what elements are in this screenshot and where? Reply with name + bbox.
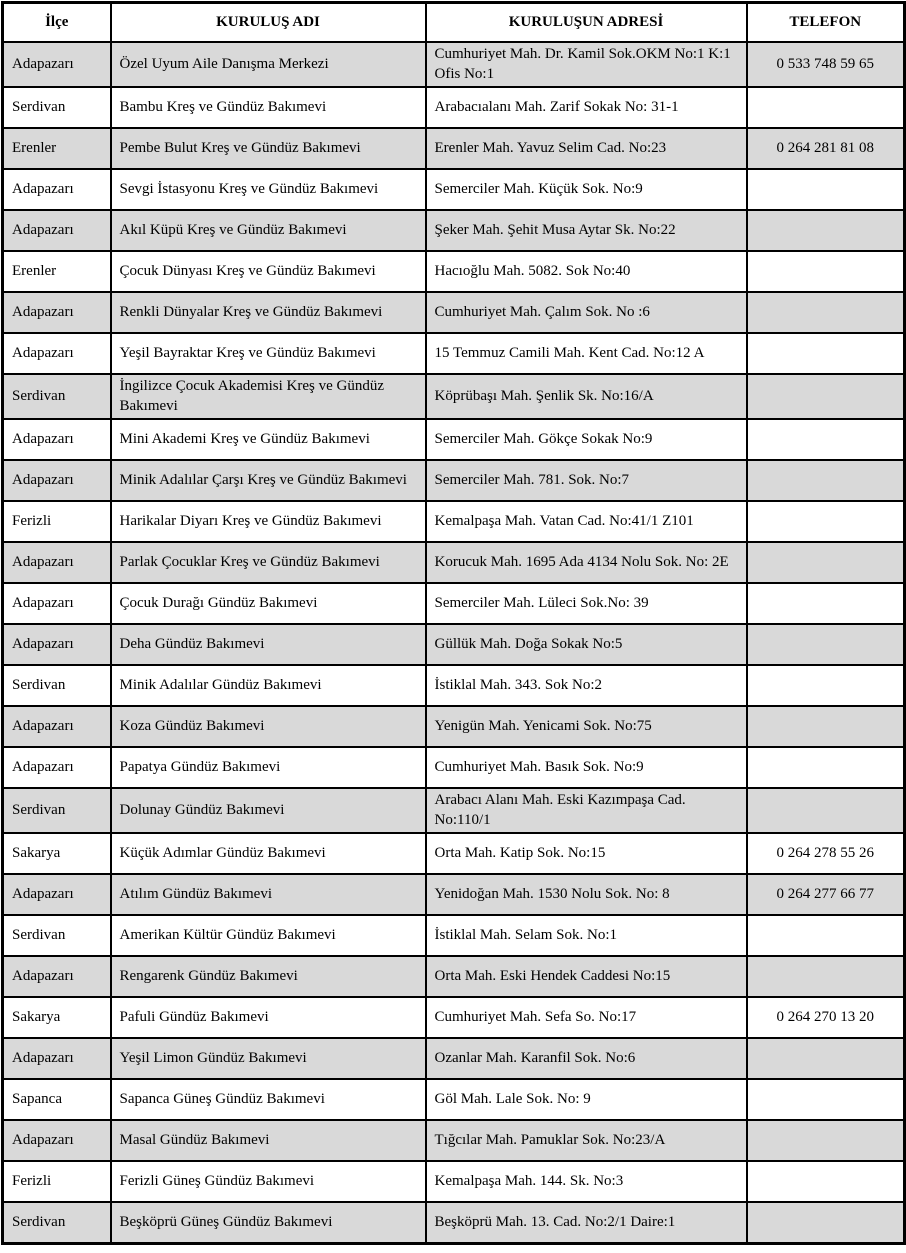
name-cell: Küçük Adımlar Gündüz Bakımevi [111,833,426,874]
district-cell: Serdivan [3,665,111,706]
phone-cell [747,665,905,706]
phone-cell [747,87,905,128]
table-row [3,665,905,706]
table-row [3,419,905,460]
table-header-row [3,3,905,43]
phone-cell [747,1161,905,1202]
phone-cell [747,501,905,542]
name-cell: Parlak Çocuklar Kreş ve Gündüz Bakımevi [111,542,426,583]
phone-cell [747,419,905,460]
name-cell: Rengarenk Gündüz Bakımevi [111,956,426,997]
address-cell: Cumhuriyet Mah. Çalım Sok. No :6 [426,292,747,333]
phone-cell: 0 264 270 13 20 [747,997,905,1038]
address-cell: Arabacı Alanı Mah. Eski Kazımpaşa Cad. No:110/1 [426,788,747,833]
address-cell: Cumhuriyet Mah. Dr. Kamil Sok.OKM No:1 K:1 Ofis No:1 [426,42,747,87]
table-row [3,1038,905,1079]
name-cell: Özel Uyum Aile Danışma Merkezi [111,42,426,87]
phone-cell [747,747,905,788]
table-row [3,1161,905,1202]
district-cell: Adapazarı [3,42,111,87]
column-header-organization-address: KURULUŞUN ADRESİ [426,3,747,43]
table-row [3,42,905,87]
district-cell: Sapanca [3,1079,111,1120]
table-row [3,128,905,169]
address-cell: Orta Mah. Eski Hendek Caddesi No:15 [426,956,747,997]
name-cell: Sevgi İstasyonu Kreş ve Gündüz Bakımevi [111,169,426,210]
phone-cell [747,1120,905,1161]
phone-cell [747,292,905,333]
district-cell: Adapazarı [3,460,111,501]
district-cell: Adapazarı [3,419,111,460]
phone-cell [747,1079,905,1120]
address-cell: İstiklal Mah. 343. Sok No:2 [426,665,747,706]
district-cell: Adapazarı [3,583,111,624]
phone-cell [747,915,905,956]
table-row [3,624,905,665]
district-cell: Adapazarı [3,747,111,788]
table-row [3,210,905,251]
name-cell: Pembe Bulut Kreş ve Gündüz Bakımevi [111,128,426,169]
table-row [3,333,905,374]
name-cell: İngilizce Çocuk Akademisi Kreş ve Gündüz Bakımevi [111,374,426,419]
district-cell: Erenler [3,128,111,169]
district-cell: Serdivan [3,915,111,956]
name-cell: Papatya Gündüz Bakımevi [111,747,426,788]
name-cell: Çocuk Durağı Gündüz Bakımevi [111,583,426,624]
phone-cell [747,169,905,210]
phone-cell [747,956,905,997]
address-cell: Orta Mah. Katip Sok. No:15 [426,833,747,874]
address-cell: Arabacıalanı Mah. Zarif Sokak No: 31-1 [426,87,747,128]
name-cell: Ferizli Güneş Gündüz Bakımevi [111,1161,426,1202]
table-row [3,1120,905,1161]
address-cell: Tığcılar Mah. Pamuklar Sok. No:23/A [426,1120,747,1161]
district-cell: Serdivan [3,788,111,833]
district-cell: Sakarya [3,833,111,874]
district-cell: Adapazarı [3,1038,111,1079]
table-row [3,706,905,747]
address-cell: Göl Mah. Lale Sok. No: 9 [426,1079,747,1120]
name-cell: Atılım Gündüz Bakımevi [111,874,426,915]
name-cell: Harikalar Diyarı Kreş ve Gündüz Bakımevi [111,501,426,542]
phone-cell [747,333,905,374]
table-row [3,1202,905,1244]
district-cell: Sakarya [3,997,111,1038]
name-cell: Bambu Kreş ve Gündüz Bakımevi [111,87,426,128]
name-cell: Sapanca Güneş Gündüz Bakımevi [111,1079,426,1120]
facilities-table [1,1,906,1245]
district-cell: Adapazarı [3,292,111,333]
table-row [3,87,905,128]
address-cell: Yenigün Mah. Yenicami Sok. No:75 [426,706,747,747]
address-cell: Semerciler Mah. Gökçe Sokak No:9 [426,419,747,460]
name-cell: Mini Akademi Kreş ve Gündüz Bakımevi [111,419,426,460]
phone-cell [747,210,905,251]
phone-cell: 0 264 277 66 77 [747,874,905,915]
table-row [3,833,905,874]
address-cell: Semerciler Mah. 781. Sok. No:7 [426,460,747,501]
phone-cell [747,251,905,292]
address-cell: Cumhuriyet Mah. Basık Sok. No:9 [426,747,747,788]
table-row [3,583,905,624]
table-row [3,1079,905,1120]
address-cell: Hacıoğlu Mah. 5082. Sok No:40 [426,251,747,292]
table-row [3,788,905,833]
address-cell: Şeker Mah. Şehit Musa Aytar Sk. No:22 [426,210,747,251]
address-cell: Erenler Mah. Yavuz Selim Cad. No:23 [426,128,747,169]
phone-cell [747,460,905,501]
table-row [3,542,905,583]
column-header-phone: TELEFON [747,3,905,43]
name-cell: Yeşil Bayraktar Kreş ve Gündüz Bakımevi [111,333,426,374]
table-row [3,251,905,292]
phone-cell [747,542,905,583]
district-cell: Serdivan [3,1202,111,1244]
district-cell: Serdivan [3,87,111,128]
table-row [3,874,905,915]
name-cell: Çocuk Dünyası Kreş ve Gündüz Bakımevi [111,251,426,292]
district-cell: Ferizli [3,501,111,542]
phone-cell [747,788,905,833]
district-cell: Adapazarı [3,956,111,997]
table-row [3,501,905,542]
table-row [3,460,905,501]
phone-cell: 0 264 278 55 26 [747,833,905,874]
address-cell: Semerciler Mah. Lüleci Sok.No: 39 [426,583,747,624]
district-cell: Adapazarı [3,1120,111,1161]
phone-cell: 0 533 748 59 65 [747,42,905,87]
district-cell: Adapazarı [3,169,111,210]
table-row [3,747,905,788]
name-cell: Masal Gündüz Bakımevi [111,1120,426,1161]
district-cell: Adapazarı [3,874,111,915]
table-row [3,292,905,333]
address-cell: Köprübaşı Mah. Şenlik Sk. No:16/A [426,374,747,419]
address-cell: Semerciler Mah. Küçük Sok. No:9 [426,169,747,210]
name-cell: Dolunay Gündüz Bakımevi [111,788,426,833]
table-row [3,956,905,997]
district-cell: Adapazarı [3,542,111,583]
district-cell: Adapazarı [3,333,111,374]
address-cell: Kemalpaşa Mah. 144. Sk. No:3 [426,1161,747,1202]
name-cell: Koza Gündüz Bakımevi [111,706,426,747]
phone-cell: 0 264 281 81 08 [747,128,905,169]
district-cell: Erenler [3,251,111,292]
district-cell: Ferizli [3,1161,111,1202]
phone-cell [747,1038,905,1079]
address-cell: Ozanlar Mah. Karanfil Sok. No:6 [426,1038,747,1079]
table-row [3,915,905,956]
address-cell: Korucuk Mah. 1695 Ada 4134 Nolu Sok. No: 2E [426,542,747,583]
name-cell: Pafuli Gündüz Bakımevi [111,997,426,1038]
name-cell: Renkli Dünyalar Kreş ve Gündüz Bakımevi [111,292,426,333]
table-row [3,374,905,419]
name-cell: Beşköprü Güneş Gündüz Bakımevi [111,1202,426,1244]
phone-cell [747,706,905,747]
name-cell: Yeşil Limon Gündüz Bakımevi [111,1038,426,1079]
name-cell: Akıl Küpü Kreş ve Gündüz Bakımevi [111,210,426,251]
address-cell: Beşköprü Mah. 13. Cad. No:2/1 Daire:1 [426,1202,747,1244]
address-cell: 15 Temmuz Camili Mah. Kent Cad. No:12 A [426,333,747,374]
address-cell: Kemalpaşa Mah. Vatan Cad. No:41/1 Z101 [426,501,747,542]
table-row [3,169,905,210]
name-cell: Minik Adalılar Çarşı Kreş ve Gündüz Bakımevi [111,460,426,501]
phone-cell [747,1202,905,1244]
district-cell: Adapazarı [3,210,111,251]
address-cell: Yenidoğan Mah. 1530 Nolu Sok. No: 8 [426,874,747,915]
column-header-district: İlçe [3,3,111,43]
column-header-organization-name: KURULUŞ ADI [111,3,426,43]
district-cell: Serdivan [3,374,111,419]
facilities-table-body [3,42,905,1244]
phone-cell [747,374,905,419]
name-cell: Minik Adalılar Gündüz Bakımevi [111,665,426,706]
district-cell: Adapazarı [3,624,111,665]
address-cell: Güllük Mah. Doğa Sokak No:5 [426,624,747,665]
address-cell: Cumhuriyet Mah. Sefa So. No:17 [426,997,747,1038]
address-cell: İstiklal Mah. Selam Sok. No:1 [426,915,747,956]
table-row [3,997,905,1038]
name-cell: Amerikan Kültür Gündüz Bakımevi [111,915,426,956]
phone-cell [747,624,905,665]
name-cell: Deha Gündüz Bakımevi [111,624,426,665]
district-cell: Adapazarı [3,706,111,747]
phone-cell [747,583,905,624]
